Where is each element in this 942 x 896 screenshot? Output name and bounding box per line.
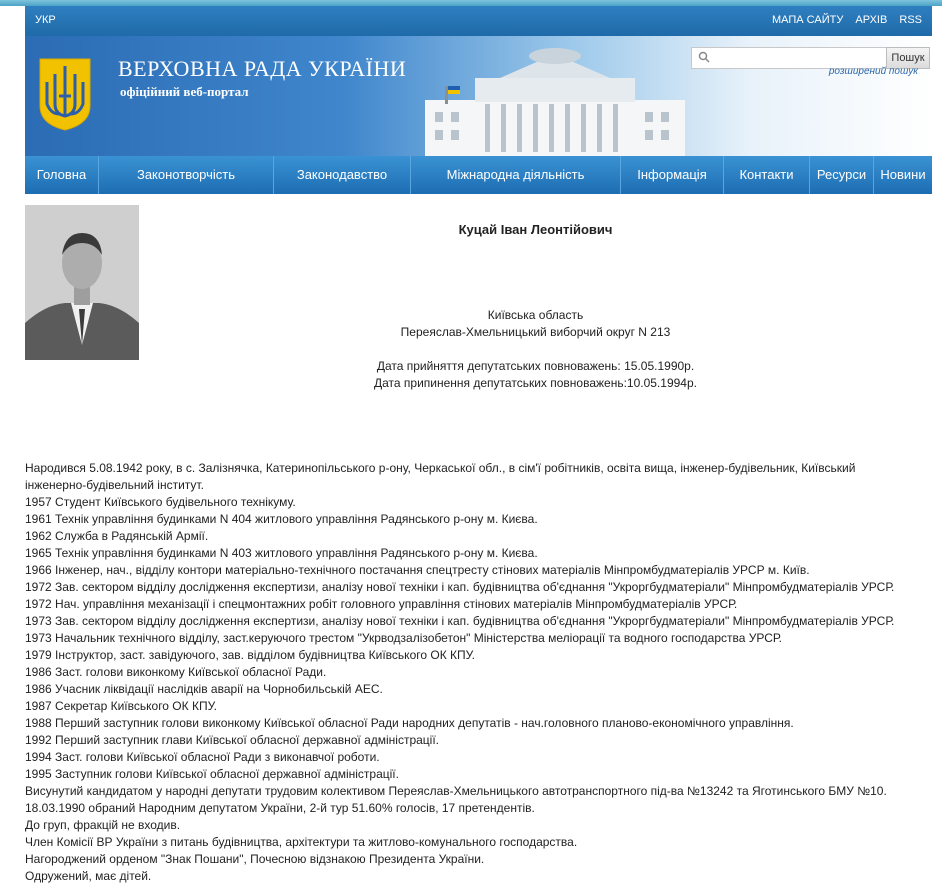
search-icon <box>698 51 710 63</box>
bio-line: Висунутий кандидатом у народні депутати трудовим колективом Переяслав-Хмельницького автотранспортного під-ва №13242 та Яготинського БМУ №10. <box>25 784 887 798</box>
archive-link[interactable]: АРХІВ <box>855 14 888 26</box>
nav-item-home[interactable]: Головна <box>25 156 99 194</box>
nav-item-international[interactable]: Міжнародна діяльність <box>411 156 621 194</box>
bio-line: Одружений, має дітей. <box>25 869 152 883</box>
bio-line: Член Комісії ВР України з питань будівництва, архітектури та житлово-комунального господарства. <box>25 835 578 849</box>
bio-line: 1986 Учасник ліквідації наслідків аварії на Чорнобильській АЕС. <box>25 682 383 696</box>
bio-line: 1995 Заступник голови Київської обласної державної адміністрації. <box>25 767 399 781</box>
site-subtitle: офіційний веб-портал <box>120 84 249 99</box>
bio-line: 1966 Інженер, нач., відділу контори матеріально-технічного постачання спецтресту стінових матеріалів Мінпромбудматеріалів УРСР м. Київ. <box>25 563 810 577</box>
main-nav <box>25 156 932 194</box>
bio-line: 1957 Студент Київського будівельного технікуму. <box>25 495 296 509</box>
nav-item-news[interactable]: Новини <box>880 167 926 182</box>
mandate-dates <box>139 358 932 392</box>
bio-line: 1961 Технік управління будинками N 404 житлового управління Радянського р-ону м. Києва. <box>25 512 538 526</box>
region-text: Київська область <box>487 308 584 322</box>
advanced-search-link[interactable]: розширений пошук <box>828 66 918 77</box>
bio-line: 1962 Служба в Радянській Армії. <box>25 529 209 543</box>
nav-item-contacts[interactable]: Контакти <box>724 156 810 194</box>
search-button[interactable]: Пошук <box>886 47 930 69</box>
top-links <box>763 14 922 26</box>
bio-line: 1986 Заст. голови виконкому Київської обласної Ради. <box>25 665 327 679</box>
biography <box>25 460 905 885</box>
nav-item-lawmaking[interactable]: Законотворчість <box>99 156 274 194</box>
nav-item-information[interactable]: Інформація <box>621 156 724 194</box>
top-bar <box>25 6 932 36</box>
portrait-image <box>25 205 139 360</box>
district-text: Переяслав-Хмельницький виборчий округ N 213 <box>400 325 671 339</box>
mandate-start: Дата прийняття депутатських повноважень: 15.05.1990р. <box>376 359 695 373</box>
sitemap-link[interactable]: МАПА САЙТУ <box>772 14 844 26</box>
bio-line: Народився 5.08.1942 року, в с. Залізнячка, Катеринопільського р-ону, Черкаської обл., в сім'ї робітників, освіта вища, інженер-будівельник, Київський інженерно-будівельний інститут. <box>25 461 856 492</box>
bio-line: 1972 Нач. управління механізації і спецмонтажних робіт головного управління стінових матеріалів Мінпромбудматеріалів УРСР. <box>25 597 738 611</box>
bio-line: Нагороджений орденом "Знак Пошани", Почесною відзнакою Президента України. <box>25 852 485 866</box>
mandate-end: Дата припинення депутатських повноважень:10.05.1994р. <box>374 376 697 390</box>
bio-line: До груп, фракцій не входив. <box>25 818 181 832</box>
deputy-name: Куцай Іван Леонтійович <box>458 222 613 237</box>
bio-line: 18.03.1990 обраний Народним депутатом України, 2-й тур 51.60% голосів, 17 претендентів. <box>25 801 535 815</box>
search-input[interactable] <box>714 50 883 66</box>
parliament-building-image <box>405 40 705 156</box>
bio-line: 1979 Інструктор, заст. завідуючого, зав. відділом будівництва Київського ОК КПУ. <box>25 648 475 662</box>
header-banner <box>25 36 932 156</box>
rss-link[interactable]: RSS <box>899 14 922 26</box>
language-link[interactable]: УКР <box>35 14 56 26</box>
bio-line: 1965 Технік управління будинками N 403 житлового управління Радянського р-ону м. Києва. <box>25 546 538 560</box>
bio-line: 1994 Заст. голови Київської обласної Ради з виконавчої роботи. <box>25 750 380 764</box>
deputy-district <box>139 307 932 341</box>
nav-item-resources[interactable]: Ресурси <box>810 156 874 194</box>
coat-of-arms-icon[interactable] <box>37 56 93 132</box>
bio-line: 1987 Секретар Київського ОК КПУ. <box>25 699 217 713</box>
bio-line: 1973 Начальник технічного відділу, заст.керуючого трестом "Укрводзалізобетон" Міністерства меліорації та водного господарства УРСР. <box>25 631 783 645</box>
nav-item-legislation[interactable]: Законодавство <box>274 156 411 194</box>
bio-line: 1973 Зав. сектором відділу дослідження експертизи, аналізу нової техніки і кап. будівництва об'єднання "Укроргбудматеріали" Мінпромбудматеріалів УРСР. <box>25 614 895 628</box>
bio-line: 1992 Перший заступник глави Київської обласної державної адміністрації. <box>25 733 440 747</box>
deputy-photo <box>25 205 139 360</box>
bio-line: 1988 Перший заступник голови виконкому Київської обласної Ради народних депутатів - нач.головного планово-економічного управління. <box>25 716 794 730</box>
bio-line: 1972 Зав. сектором відділу дослідження експертизи, аналізу нової техніки і кап. будівництва об'єднання "Укроргбудматеріали" Мінпромбудматеріалів УРСР. <box>25 580 895 594</box>
site-title[interactable]: ВЕРХОВНА РАДА УКРАЇНИ <box>118 56 407 81</box>
